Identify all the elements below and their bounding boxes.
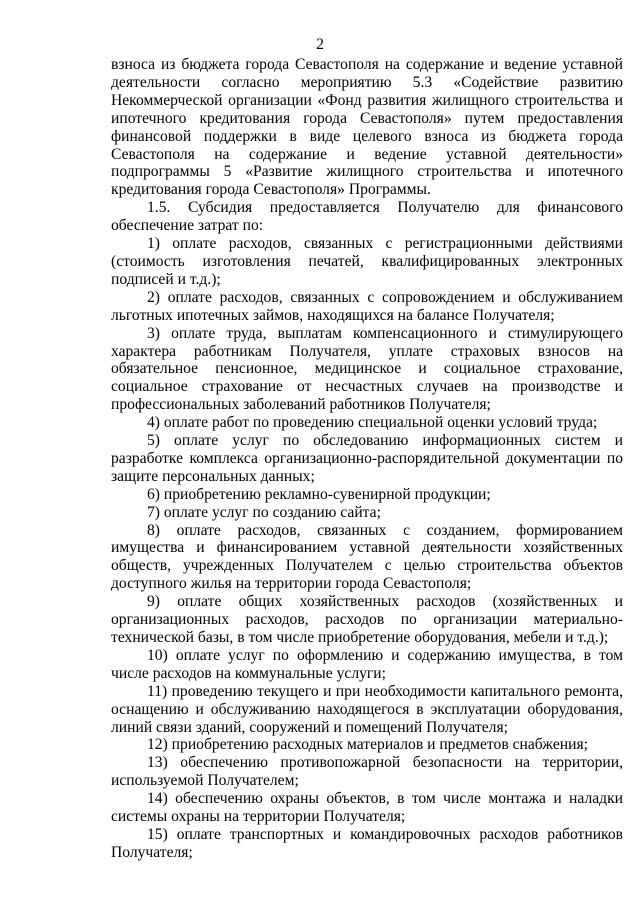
document-body	[111, 56, 623, 862]
list-item-9: 9) оплате общих хозяйственных расходов (хозяйственных и организационных расходов, расходов по организации материально-технической базы, в том числе приобретение оборудования, мебели и т.д.);	[111, 593, 623, 646]
list-item-4: 4) оплате работ по проведению специальной оценки условий труда;	[147, 414, 598, 432]
list-item-5: 5) оплате услуг по обследованию информационных систем и разработке комплекса организационно-распорядительной документации по защите персональных данных;	[111, 432, 623, 485]
list-item-15: 15) оплате транспортных и командировочных расходов работников Получателя;	[111, 825, 623, 861]
list-item-12: 12) приобретению расходных материалов и предметов снабжения;	[147, 736, 588, 754]
list-item-2: 2) оплате расходов, связанных с сопровождением и обслуживанием льготных ипотечных займов, находящихся на балансе Получателя;	[111, 288, 623, 324]
list-item-6: 6) приобретению рекламно-сувенирной продукции;	[147, 485, 491, 503]
list-item-8: 8) оплате расходов, связанных с созданием, формированием имущества и финансированием уставной деятельности хозяйственных обществ, учрежденных Получателем с целью строительства объектов доступного жилья на территории города Севастополя;	[111, 521, 623, 593]
list-item-1: 1) оплате расходов, связанных с регистрационными действиями (стоимость изготовления печатей, квалифицированных электронных подписей и т.д.);	[111, 235, 623, 288]
list-item-10: 10) оплате услуг по оформлению и содержанию имущества, в том числе расходов на коммунальные услуги;	[111, 646, 623, 682]
paragraph-continuation: взноса из бюджета города Севастополя на содержание и ведение уставной деятельности согласно мероприятию 5.3 «Содействие развитию Некоммерческой организации «Фонд развития жилищного строительства и ипотечного кредитования города Севастополя» путем предоставления финансовой поддержки в виде целевого взноса из бюджета города Севастополя на содержание и ведение уставной деятельности» подпрограммы 5 «Развитие жилищного строительства и ипотечного кредитования города Севастополя» Программы.	[111, 56, 623, 199]
paragraph-1-5: 1.5. Субсидия предоставляется Получателю для финансового обеспечение затрат по:	[111, 199, 623, 235]
list-item-13: 13) обеспечению противопожарной безопасности на территории, используемой Получателем;	[111, 754, 623, 790]
list-item-11: 11) проведению текущего и при необходимости капитального ремонта, оснащению и обслуживанию находящегося в эксплуатации оборудования, линий связи зданий, сооружений и помещений Получателя;	[111, 682, 623, 736]
list-item-7: 7) оплате услуг по созданию сайта;	[147, 503, 381, 521]
list-item-14: 14) обеспечению охраны объектов, в том числе монтажа и наладки системы охраны на территории Получателя;	[111, 790, 623, 826]
list-item-3: 3) оплате труда, выплатам компенсационного и стимулирующего характера работникам Получателя, уплате страховых взносов на обязательное пенсионное, медицинское и социальное страхование, социальное страхование от несчастных случаев на производстве и профессиональных заболеваний работников Получателя;	[111, 324, 623, 414]
page-number: 2	[316, 36, 324, 53]
